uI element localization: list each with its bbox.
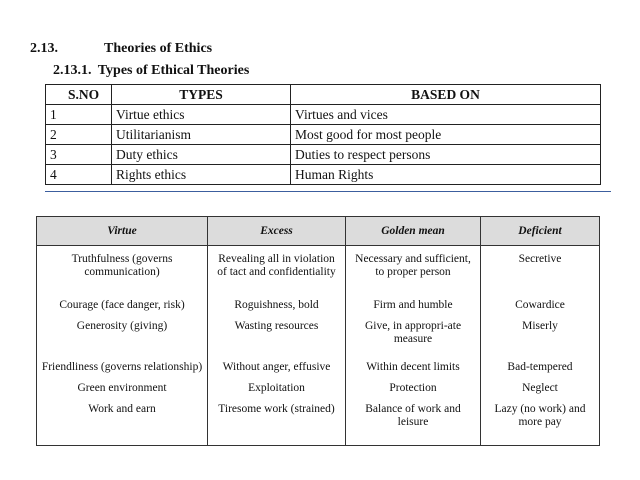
cell-sno: 4 — [46, 165, 112, 185]
cell-based-on: Virtues and vices — [291, 105, 601, 125]
cell-sno: 2 — [46, 125, 112, 145]
cell-based-on: Duties to respect persons — [291, 145, 601, 165]
subsection-title: Types of Ethical Theories — [97, 63, 250, 78]
cell-deficient: Miserly — [481, 320, 600, 362]
cell-virtue: Generosity (giving) — [37, 320, 208, 362]
cell-virtue: Courage (face danger, risk) — [37, 299, 208, 320]
cell-golden-mean: Give, in appropri-ate measure — [346, 320, 481, 362]
cell-type: Rights ethics — [112, 165, 291, 185]
cell-excess: Without anger, effusive — [208, 361, 346, 382]
cell-golden-mean: Balance of work and leisure — [346, 403, 481, 445]
section-heading — [30, 41, 212, 57]
column-header-golden-mean: Golden mean — [346, 217, 481, 246]
column-header-virtue: Virtue — [37, 217, 208, 246]
table-divider-rule — [45, 191, 611, 192]
cell-sno: 1 — [46, 105, 112, 125]
table-row — [46, 145, 601, 165]
ethical-theories-table — [45, 84, 601, 185]
cell-excess: Wasting resources — [208, 320, 346, 362]
cell-golden-mean: Protection — [346, 382, 481, 403]
cell-excess: Revealing all in violation of tact and confidentiality — [208, 246, 346, 300]
table-row — [37, 246, 600, 300]
cell-deficient: Lazy (no work) and more pay — [481, 403, 600, 445]
cell-virtue: Work and earn — [37, 403, 208, 445]
cell-excess: Exploitation — [208, 382, 346, 403]
table-row — [46, 125, 601, 145]
cell-virtue: Truthfulness (governs communication) — [37, 246, 208, 300]
cell-golden-mean: Necessary and sufficient, to proper person — [346, 246, 481, 300]
cell-type: Virtue ethics — [112, 105, 291, 125]
subsection-number: 2.13.1. — [53, 63, 92, 78]
column-header-based-on: BASED ON — [291, 85, 601, 105]
subsection-heading — [53, 63, 249, 79]
column-header-types: TYPES — [112, 85, 291, 105]
cell-based-on: Most good for most people — [291, 125, 601, 145]
cell-type: Utilitarianism — [112, 125, 291, 145]
table-row — [37, 403, 600, 445]
table-row — [37, 320, 600, 362]
cell-type: Duty ethics — [112, 145, 291, 165]
table-row — [37, 382, 600, 403]
section-title: Theories of Ethics — [104, 41, 213, 56]
cell-deficient: Bad-tempered — [481, 361, 600, 382]
cell-virtue: Green environment — [37, 382, 208, 403]
cell-golden-mean: Within decent limits — [346, 361, 481, 382]
cell-golden-mean: Firm and humble — [346, 299, 481, 320]
table-row — [37, 299, 600, 320]
cell-virtue: Friendliness (governs relationship) — [37, 361, 208, 382]
column-header-sno: S.NO — [46, 85, 112, 105]
table-header-row — [37, 217, 600, 246]
table-row — [46, 105, 601, 125]
cell-deficient: Neglect — [481, 382, 600, 403]
cell-deficient: Cowardice — [481, 299, 600, 320]
column-header-deficient: Deficient — [481, 217, 600, 246]
column-header-excess: Excess — [208, 217, 346, 246]
virtue-table — [36, 216, 600, 446]
cell-sno: 3 — [46, 145, 112, 165]
section-number: 2.13. — [30, 41, 58, 56]
table-row — [37, 361, 600, 382]
cell-excess: Roguishness, bold — [208, 299, 346, 320]
table-header-row — [46, 85, 601, 105]
cell-deficient: Secretive — [481, 246, 600, 300]
table-row — [46, 165, 601, 185]
cell-excess: Tiresome work (strained) — [208, 403, 346, 445]
cell-based-on: Human Rights — [291, 165, 601, 185]
